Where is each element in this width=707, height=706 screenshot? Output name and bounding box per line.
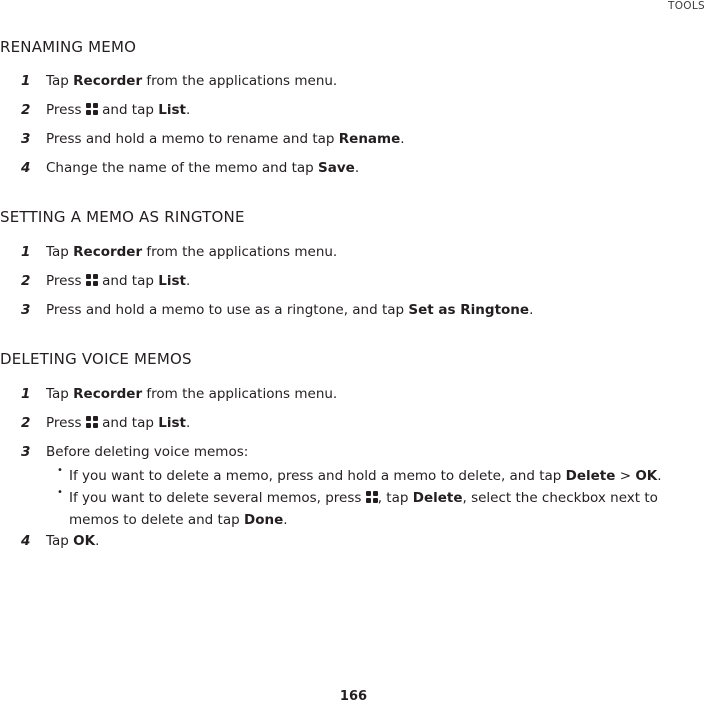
chapter-header: TOOLS (668, 0, 705, 12)
delete-option-label: Delete (565, 468, 616, 484)
step-text: Press and tap List. (46, 102, 191, 118)
step-text: Tap OK. (46, 533, 100, 549)
section-title-setting-ringtone: SETTING A MEMO AS RINGTONE (0, 208, 245, 226)
section-title-renaming-memo: RENAMING MEMO (0, 38, 137, 56)
step-number: 1 (21, 73, 31, 89)
step-text: Press and tap List. (46, 273, 191, 289)
done-option-label: Done (243, 512, 284, 528)
bullet-text: If you want to delete a memo, press and hold a memo to delete, and tap Delete > OK. (69, 468, 662, 484)
step-number: 2 (21, 273, 31, 289)
bullet-mark: • (57, 487, 63, 498)
recorder-app-label: Recorder (73, 386, 143, 402)
menu-key-icon (86, 274, 98, 286)
page-number: 166 (339, 689, 368, 704)
step-number: 4 (21, 160, 31, 176)
recorder-app-label: Recorder (73, 73, 143, 89)
delete-option-label: Delete (412, 490, 463, 506)
list-option-label: List (158, 102, 186, 118)
rename-option-label: Rename (338, 131, 401, 147)
step-number: 3 (21, 302, 31, 318)
save-option-label: Save (318, 160, 355, 176)
recorder-app-label: Recorder (73, 244, 143, 260)
step-text: Tap Recorder from the applications menu. (46, 73, 338, 89)
step-number: 2 (21, 415, 31, 431)
section-title-deleting-voice-memos: DELETING VOICE MEMOS (0, 350, 192, 368)
list-option-label: List (158, 415, 186, 431)
step-text: Press and tap List. (46, 415, 191, 431)
step-number: 1 (21, 386, 31, 402)
bullet-text: If you want to delete several memos, press , tap Delete, select the checkbox next to memos to delete and tap Done. (69, 490, 658, 528)
menu-key-icon (86, 416, 98, 428)
step-text: Press and hold a memo to use as a ringtone, and tap Set as Ringtone. (46, 302, 534, 318)
list-option-label: List (158, 273, 186, 289)
menu-key-icon (366, 491, 378, 503)
step-number: 3 (21, 444, 31, 460)
step-number: 4 (21, 533, 31, 549)
set-as-ringtone-option-label: Set as Ringtone (408, 302, 530, 318)
bullet-mark: • (57, 465, 63, 476)
step-number: 3 (21, 131, 31, 147)
step-number: 2 (21, 102, 31, 118)
ok-option-label: OK (635, 468, 658, 484)
step-text: Tap Recorder from the applications menu. (46, 244, 338, 260)
step-text: Before deleting voice memos: (46, 444, 249, 460)
menu-key-icon (86, 103, 98, 115)
step-text: Tap Recorder from the applications menu. (46, 386, 338, 402)
step-text: Press and hold a memo to rename and tap Rename. (46, 131, 405, 147)
ok-option-label: OK (73, 533, 96, 549)
step-text: Change the name of the memo and tap Save. (46, 160, 360, 176)
step-number: 1 (21, 244, 31, 260)
